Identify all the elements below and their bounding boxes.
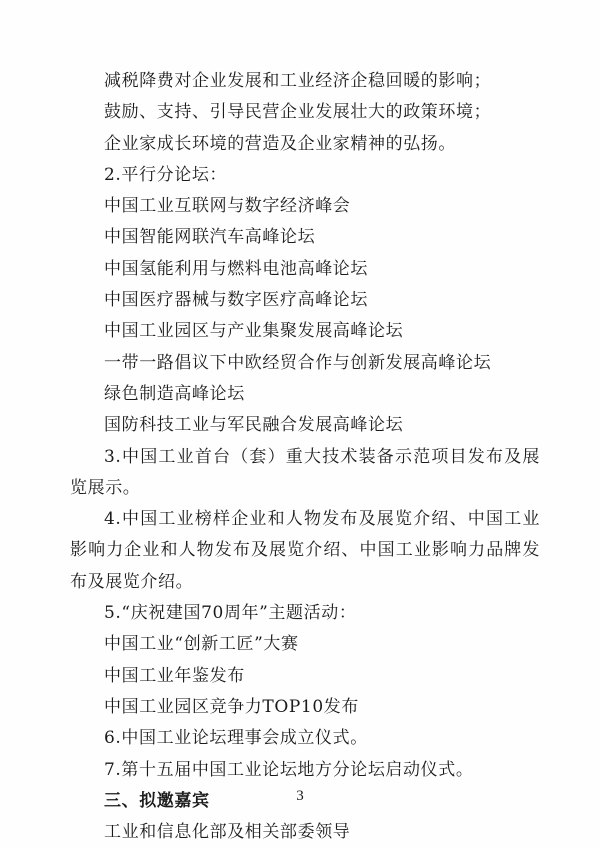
page-number: 3 [296,788,304,804]
text-line: 企业家成长环境的营造及企业家精神的弘扬。 [104,133,456,154]
section-heading-guests: 三、拟邀嘉宾 [104,790,210,811]
activity-item: 中国工业年鉴发布 [104,665,245,686]
subheading-theme-activities: 5.“庆祝建国70周年”主题活动： [104,603,357,624]
forum-item: 中国智能网联汽车高峰论坛 [104,227,316,248]
text-line: 减税降费对企业发展和工业经济企稳回暖的影响； [104,71,492,91]
forum-item: 中国工业园区与产业集聚发展高峰论坛 [104,321,404,342]
activity-item: 中国工业园区竞争力TOP10发布 [104,696,359,717]
paragraph-3: 3.中国工业首台（套）重大技术装备示范项目发布及展览展示。 [70,446,540,498]
guests-line: 工业和信息化部及相关部委领导 [104,822,351,843]
forum-item: 中国工业互联网与数字经济峰会 [104,196,351,217]
activity-item: 中国工业“创新工匠”大赛 [104,634,299,655]
forum-item: 国防科技工业与军民融合发展高峰论坛 [104,415,404,436]
item-6: 6.中国工业论坛理事会成立仪式。 [104,728,368,749]
paragraph-4: 4.中国工业榜样企业和人物发布及展览介绍、中国工业影响力企业和人物发布及展览介绍、中国工业影响力品牌发布及展览介绍。 [70,509,540,592]
subheading-parallel-forums: 2.平行分论坛： [104,164,228,185]
forum-item: 一带一路倡议下中欧经贸合作与创新发展高峰论坛 [104,352,492,373]
item-7: 7.第十五届中国工业论坛地方分论坛启动仪式。 [104,759,474,780]
text-line: 鼓励、支持、引导民营企业发展壮大的政策环境； [104,102,492,123]
forum-item: 中国氢能利用与燃料电池高峰论坛 [104,258,368,279]
forum-item: 中国医疗器械与数字医疗高峰论坛 [104,290,368,311]
forum-item: 绿色制造高峰论坛 [104,383,245,404]
document-body [70,66,540,848]
